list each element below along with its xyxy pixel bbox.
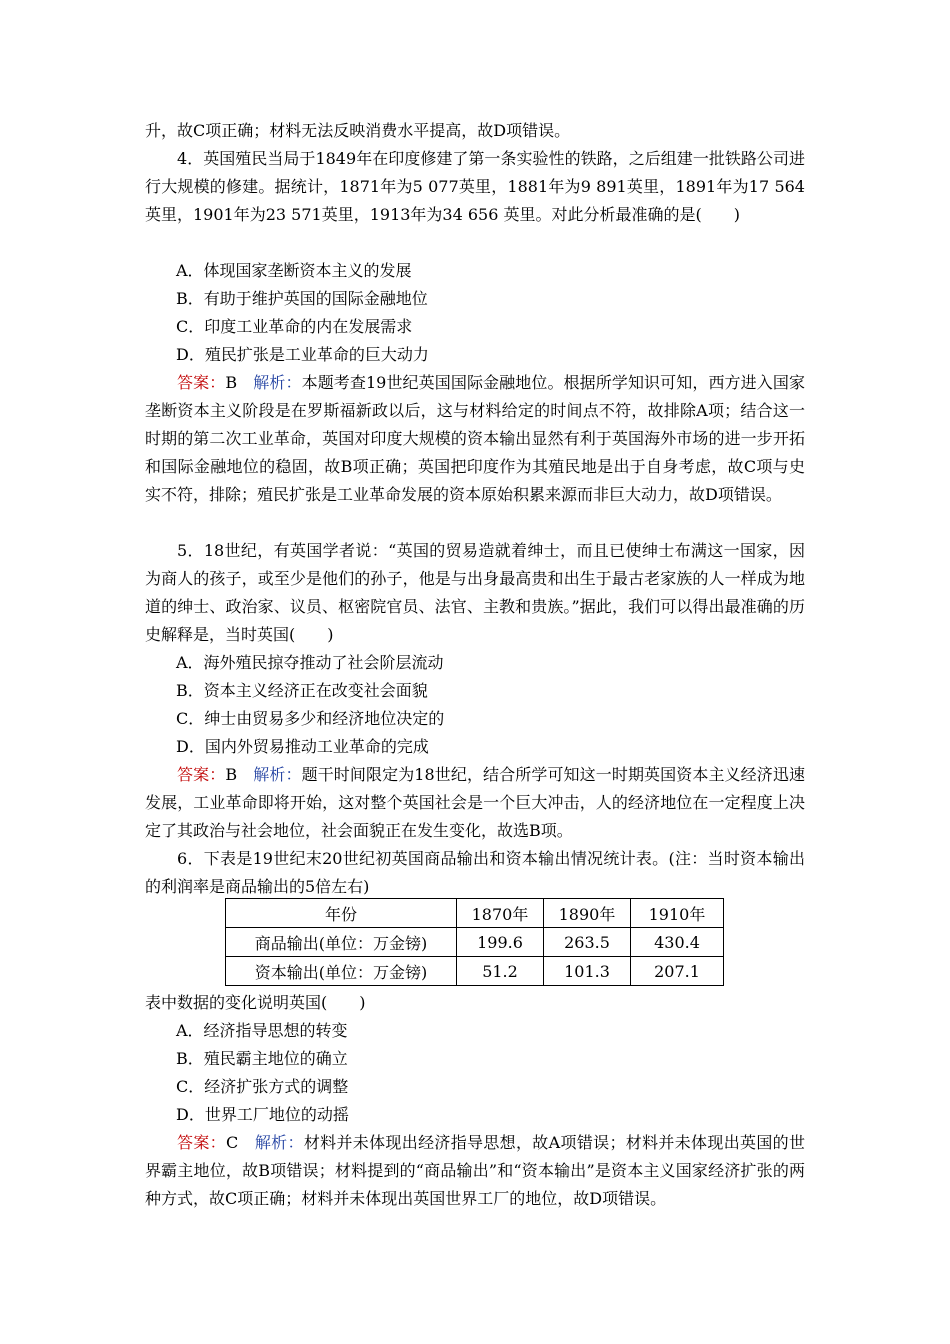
analysis-label: 解析： [253, 373, 302, 392]
answer-value: C [225, 1133, 239, 1152]
answer-label: 答案： [177, 765, 226, 784]
table-cell: 101.3 [544, 957, 631, 986]
table-row [226, 928, 724, 957]
table-header-cell: 1870年 [457, 899, 544, 928]
analysis-label: 解析： [254, 1133, 304, 1152]
q4-option-b: B．有助于维护英国的国际金融地位 [176, 289, 428, 308]
export-statistics-table [225, 898, 724, 986]
analysis-label: 解析： [253, 765, 302, 784]
q6-option-b: B．殖民霸主地位的确立 [176, 1049, 348, 1068]
answer-label: 答案： [177, 1133, 226, 1152]
intro-line: 升，故C项正确；材料无法反映消费水平提高，故D项错误。 [145, 121, 571, 140]
table-cell: 430.4 [631, 928, 724, 957]
q5-stem: 5．18世纪，有英国学者说：“英国的贸易造就着绅士，而且已使绅士布满这一国家，因为商人的孩子，或至少是他们的孙子，他是与出身最高贵和出生于最古老家族的人一样成为地道的绅士、政治家、议员、枢密院官员、法官、主教和贵族。”据此，我们可以得出最准确的历史解释是，当时英国( ) [145, 541, 805, 644]
table-row [226, 957, 724, 986]
q5-answer-block [145, 761, 805, 845]
q4-option-a: A．体现国家垄断资本主义的发展 [176, 261, 412, 280]
table-header-cell: 1910年 [631, 899, 724, 928]
q6-option-d: D．世界工厂地位的动摇 [176, 1105, 349, 1124]
q5-option-a: A．海外殖民掠夺推动了社会阶层流动 [176, 653, 444, 672]
table-header-row [226, 899, 724, 928]
q4-option-d: D．殖民扩张是工业革命的巨大动力 [176, 345, 429, 364]
table-cell: 资本输出(单位：万金镑) [226, 957, 457, 986]
q5-option-b: B．资本主义经济正在改变社会面貌 [176, 681, 428, 700]
analysis-text: 本题考查19世纪英国国际金融地位。根据所学知识可知，西方进入国家垄断资本主义阶段是在罗斯福新政以后，这与材料给定的时间点不符，故排除A项；结合这一时期的第二次工业革命，英国对印度大规模的资本输出显然有利于英国海外市场的进一步开拓和国际金融地位的稳固，故B项正确；英国把印度作为其殖民地是出于自身考虑，故C项与史实不符，排除；殖民扩张是工业革命发展的资本原始积累来源而非巨大动力，故D项错误。 [145, 373, 805, 504]
table-header-cell: 年份 [226, 899, 457, 928]
q5-option-c: C．绅士由贸易多少和经济地位决定的 [176, 709, 445, 728]
q4-option-c: C．印度工业革命的内在发展需求 [176, 317, 413, 336]
analysis-text: 题干时间限定为18世纪，结合所学可知这一时期英国资本主义经济迅速发展，工业革命即将开始，这对整个英国社会是一个巨大冲击，人的经济地位在一定程度上决定了其政治与社会地位，社会面貌正在发生变化，故选B项。 [145, 765, 805, 840]
table-cell: 263.5 [544, 928, 631, 957]
table-cell: 商品输出(单位：万金镑) [226, 928, 457, 957]
table-cell: 207.1 [631, 957, 724, 986]
answer-label: 答案： [177, 373, 226, 392]
table-cell: 199.6 [457, 928, 544, 957]
answer-value: B [225, 373, 238, 392]
q6-answer-block [145, 1129, 805, 1213]
table-cell: 51.2 [457, 957, 544, 986]
q6-after-table: 表中数据的变化说明英国( ) [145, 993, 366, 1012]
table-header-cell: 1890年 [544, 899, 631, 928]
q4-stem: 4．英国殖民当局于1849年在印度修建了第一条实验性的铁路，之后组建一批铁路公司进行大规模的修建。据统计，1871年为5 077英里，1881年为9 891英里，1891年为17 564英里，1901年为23 571英里，1913年为34 656 英里。对此分析最准确的是( ) [145, 149, 805, 224]
q4-answer-block [145, 369, 805, 509]
q6-stem: 6．下表是19世纪末20世纪初英国商品输出和资本输出情况统计表。(注：当时资本输出的利润率是商品输出的5倍左右) [145, 849, 805, 896]
q6-option-c: C．经济扩张方式的调整 [176, 1077, 349, 1096]
q6-option-a: A．经济指导思想的转变 [176, 1021, 348, 1040]
answer-value: B [225, 765, 238, 784]
q5-option-d: D．国内外贸易推动工业革命的完成 [176, 737, 429, 756]
analysis-text: 材料并未体现出经济指导思想，故A项错误；材料并未体现出英国的世界霸主地位，故B项错误；材料提到的“商品输出”和“资本输出”是资本主义国家经济扩张的两种方式，故C项正确；材料并未体现出英国世界工厂的地位，故D项错误。 [145, 1133, 805, 1208]
